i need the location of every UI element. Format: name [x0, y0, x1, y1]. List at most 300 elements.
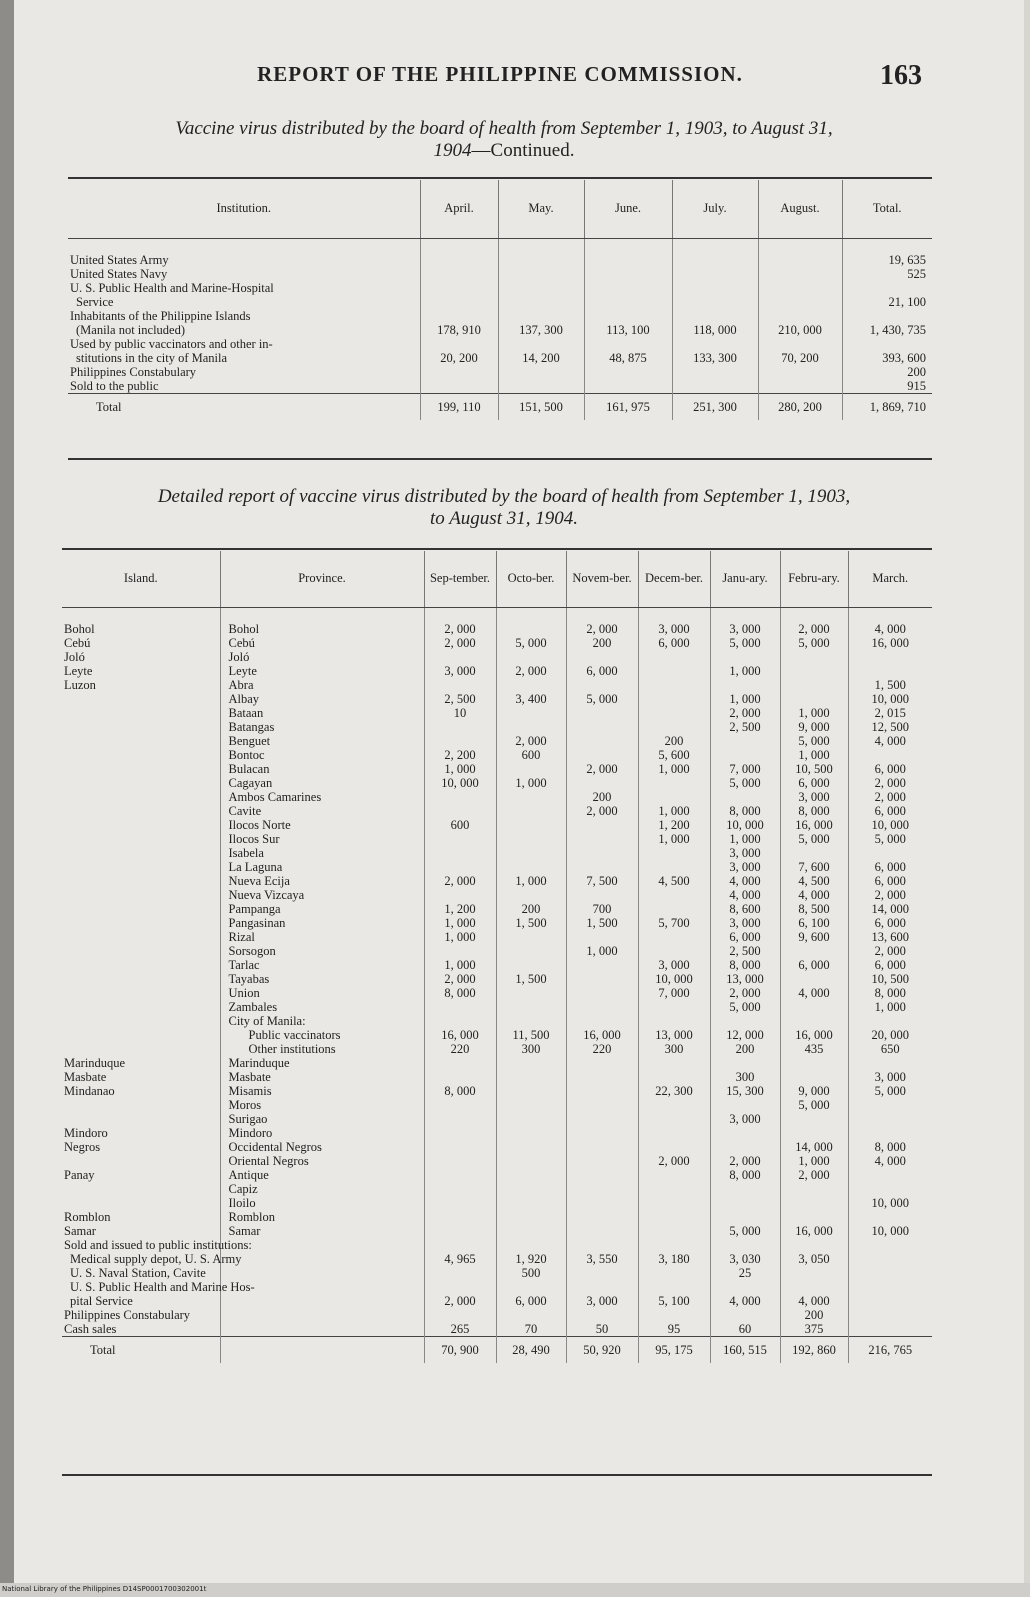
data-cell [848, 846, 932, 860]
row-label [220, 1252, 424, 1266]
row-label: Tarlac [220, 958, 424, 972]
row-label: Service [76, 294, 114, 309]
data-cell: 1, 000 [848, 1000, 932, 1014]
data-cell [584, 337, 672, 351]
data-cell: 16, 000 [848, 636, 932, 650]
table2-col-header: Province. [220, 551, 424, 607]
data-cell: 8, 000 [710, 1168, 780, 1182]
row-label: Occidental Negros [220, 1140, 424, 1154]
row-label [62, 1154, 220, 1168]
row-label: Nueva Vizcaya [220, 888, 424, 902]
data-cell: 650 [848, 1042, 932, 1056]
data-cell [566, 1224, 638, 1238]
data-cell: 6, 000 [848, 916, 932, 930]
data-cell: 2, 015 [848, 706, 932, 720]
data-cell: 200 [638, 734, 710, 748]
data-cell [566, 1182, 638, 1196]
data-cell: 3, 000 [710, 846, 780, 860]
table2-caption-line1: Detailed report of vaccine virus distributed by the board of health from September 1, 1903, [157, 486, 851, 507]
data-cell [566, 1084, 638, 1098]
data-cell [672, 253, 758, 267]
data-cell: 6, 000 [780, 958, 848, 972]
data-cell [780, 1070, 848, 1084]
data-cell [424, 1112, 496, 1126]
data-cell [496, 706, 566, 720]
table-row [68, 351, 932, 365]
data-cell [758, 253, 842, 267]
table-row [62, 1196, 932, 1210]
data-cell: 200 [566, 636, 638, 650]
data-cell [496, 1224, 566, 1238]
data-cell [566, 776, 638, 790]
table-row [68, 323, 932, 337]
data-cell [710, 1182, 780, 1196]
data-cell [498, 281, 584, 295]
row-label [62, 762, 220, 776]
data-cell [566, 1196, 638, 1210]
data-cell: 2, 000 [424, 636, 496, 650]
data-cell [566, 1210, 638, 1224]
data-cell: 8, 000 [710, 958, 780, 972]
table-row [62, 762, 932, 776]
table-row [62, 1224, 932, 1238]
total-cell: 251, 300 [672, 393, 758, 420]
data-cell: 3, 180 [638, 1252, 710, 1266]
data-cell: 6, 000 [566, 664, 638, 678]
spacer-cell [220, 607, 424, 622]
data-cell [584, 379, 672, 394]
row-label: Batangas [220, 720, 424, 734]
data-cell [848, 1252, 932, 1266]
spacer-cell [638, 607, 710, 622]
data-cell [566, 888, 638, 902]
data-cell [848, 1308, 932, 1322]
data-cell: 1, 000 [710, 832, 780, 846]
table-row [62, 1070, 932, 1084]
data-cell [496, 1210, 566, 1224]
row-label: Union [220, 986, 424, 1000]
data-cell: 113, 100 [584, 323, 672, 337]
table-row [68, 309, 932, 323]
data-cell: 2, 000 [710, 986, 780, 1000]
table2-col-header: March. [848, 551, 932, 607]
data-cell: 20, 000 [848, 1028, 932, 1042]
data-cell [496, 1196, 566, 1210]
data-cell [424, 888, 496, 902]
data-cell [638, 1140, 710, 1154]
data-cell [424, 846, 496, 860]
data-cell [638, 1168, 710, 1182]
data-cell: 10, 000 [710, 818, 780, 832]
table-row [68, 337, 932, 351]
data-cell: 6, 000 [848, 958, 932, 972]
table-row [62, 902, 932, 916]
table1-col-header: April. [420, 180, 498, 238]
data-cell [672, 267, 758, 281]
data-cell [496, 1308, 566, 1322]
data-cell [498, 253, 584, 267]
table-row [62, 1014, 932, 1028]
data-cell: 8, 000 [424, 1084, 496, 1098]
row-label: Marinduque [220, 1056, 424, 1070]
data-cell [780, 1280, 848, 1294]
data-cell: 1, 000 [780, 748, 848, 762]
table-row [62, 622, 932, 636]
data-cell: 500 [496, 1266, 566, 1280]
data-cell [424, 860, 496, 874]
data-cell [848, 1238, 932, 1252]
data-cell: 10, 500 [848, 972, 932, 986]
data-cell: 2, 500 [710, 720, 780, 734]
row-label: Antique [220, 1168, 424, 1182]
data-cell [758, 379, 842, 394]
data-cell [424, 734, 496, 748]
data-cell: 137, 300 [498, 323, 584, 337]
row-label: stitutions in the city of Manila [76, 350, 228, 365]
row-label [220, 1294, 424, 1308]
row-label: Philippines Constabulary [64, 1307, 191, 1322]
data-cell [566, 1266, 638, 1280]
data-cell [566, 1126, 638, 1140]
total-cell: 70, 900 [424, 1336, 496, 1363]
data-cell: 1, 000 [566, 944, 638, 958]
data-cell [420, 379, 498, 394]
table-row [62, 1098, 932, 1112]
data-cell [496, 1168, 566, 1182]
data-cell [496, 930, 566, 944]
data-cell: 1, 000 [496, 874, 566, 888]
data-cell [780, 1126, 848, 1140]
data-cell [780, 1182, 848, 1196]
data-cell [638, 1238, 710, 1252]
data-cell [638, 664, 710, 678]
row-label: Mindoro [220, 1126, 424, 1140]
spacer-cell [758, 238, 842, 253]
table1-caption-line1: Vaccine virus distributed by the board of health from September 1, 1903, to August 31, [175, 118, 833, 139]
data-cell: 60 [710, 1322, 780, 1337]
table-row [62, 1084, 932, 1098]
data-cell: 10, 000 [424, 776, 496, 790]
table2-col-header: Octo-ber. [496, 551, 566, 607]
data-cell: 200 [496, 902, 566, 916]
spacer-row [62, 607, 932, 622]
spacer-cell [780, 607, 848, 622]
data-cell [424, 1238, 496, 1252]
data-cell: 6, 000 [780, 776, 848, 790]
table1-col-header: August. [758, 180, 842, 238]
data-cell: 12, 000 [710, 1028, 780, 1042]
data-cell [496, 888, 566, 902]
data-cell: 1, 000 [424, 930, 496, 944]
row-label: La Laguna [220, 860, 424, 874]
data-cell [848, 748, 932, 762]
data-cell: 19, 635 [842, 253, 932, 267]
data-cell: 1, 000 [710, 664, 780, 678]
data-cell: 2, 000 [848, 776, 932, 790]
table-row [62, 706, 932, 720]
data-cell: 2, 500 [710, 944, 780, 958]
data-cell [848, 1014, 932, 1028]
data-cell: 700 [566, 902, 638, 916]
row-label: Other institutions [220, 1042, 424, 1056]
table-row [62, 1266, 932, 1280]
data-cell: 10, 000 [848, 818, 932, 832]
data-cell: 5, 000 [848, 832, 932, 846]
data-cell [566, 1280, 638, 1294]
row-label: Ilocos Sur [220, 832, 424, 846]
data-cell [842, 337, 932, 351]
data-cell [498, 267, 584, 281]
data-cell [710, 1140, 780, 1154]
table-row [62, 1308, 932, 1322]
data-cell [672, 365, 758, 379]
data-cell [758, 295, 842, 309]
data-cell: 2, 000 [424, 622, 496, 636]
total-cell: 1, 869, 710 [842, 393, 932, 420]
data-cell [496, 720, 566, 734]
row-label: Iloilo [220, 1196, 424, 1210]
data-cell: 915 [842, 379, 932, 394]
data-cell [638, 776, 710, 790]
data-cell: 8, 500 [780, 902, 848, 916]
row-label: Cavite [220, 804, 424, 818]
spacer-cell [62, 607, 220, 622]
data-cell [638, 1000, 710, 1014]
table-row [62, 1252, 932, 1266]
data-cell [710, 1238, 780, 1252]
data-cell [758, 309, 842, 323]
data-cell [566, 720, 638, 734]
table-row [62, 1210, 932, 1224]
table-row [62, 958, 932, 972]
data-cell [424, 1070, 496, 1084]
row-label: Oriental Negros [220, 1154, 424, 1168]
total-row [62, 1336, 932, 1363]
running-head: REPORT OF THE PHILIPPINE COMMISSION. [257, 62, 743, 86]
data-cell [496, 958, 566, 972]
spacer-row [68, 238, 932, 253]
data-cell: 5, 000 [566, 692, 638, 706]
data-cell [424, 1140, 496, 1154]
data-cell: 1, 000 [496, 776, 566, 790]
row-label: Cagayan [220, 776, 424, 790]
data-cell: 70, 200 [758, 351, 842, 365]
data-cell: 600 [424, 818, 496, 832]
library-footer: National Library of the Philippines D14SP0001700302001t [2, 1585, 207, 1593]
data-cell: 7, 000 [638, 986, 710, 1000]
row-label: Moros [220, 1098, 424, 1112]
total-cell: 161, 975 [584, 393, 672, 420]
row-label: Nueva Ecija [220, 874, 424, 888]
data-cell [424, 1308, 496, 1322]
data-cell [710, 1014, 780, 1028]
data-cell [496, 790, 566, 804]
row-label [220, 1322, 424, 1337]
data-cell [584, 253, 672, 267]
row-label: Cash sales [64, 1321, 117, 1336]
data-cell [710, 790, 780, 804]
data-cell [496, 650, 566, 664]
data-cell [424, 650, 496, 664]
table2-col-header: Decem-ber. [638, 551, 710, 607]
row-label: Public vaccinators [220, 1028, 424, 1042]
table1-col-header: Institution. [68, 180, 420, 238]
data-cell: 300 [638, 1042, 710, 1056]
data-cell: 48, 875 [584, 351, 672, 365]
data-cell [496, 1154, 566, 1168]
table2-col-header: Janu-ary. [710, 551, 780, 607]
data-cell: 3, 550 [566, 1252, 638, 1266]
data-cell: 6, 000 [848, 874, 932, 888]
data-cell [780, 678, 848, 692]
data-cell [848, 1266, 932, 1280]
table-row [62, 636, 932, 650]
table-row [62, 650, 932, 664]
data-cell [638, 650, 710, 664]
data-cell: 13, 000 [710, 972, 780, 986]
row-label: Rizal [220, 930, 424, 944]
data-cell: 1, 200 [638, 818, 710, 832]
data-cell: 5, 100 [638, 1294, 710, 1308]
data-cell: 2, 000 [848, 888, 932, 902]
table-row [62, 776, 932, 790]
page-number: 163 [880, 60, 922, 91]
total-cell: 151, 500 [498, 393, 584, 420]
data-cell: 265 [424, 1322, 496, 1337]
data-cell [584, 295, 672, 309]
data-cell [420, 365, 498, 379]
data-cell: 200 [780, 1308, 848, 1322]
table-row [62, 1168, 932, 1182]
table-row [62, 1140, 932, 1154]
row-label: Misamis [220, 1084, 424, 1098]
data-cell: 10, 000 [848, 1224, 932, 1238]
row-label [62, 748, 220, 762]
row-label [62, 776, 220, 790]
spacer-cell [68, 238, 420, 253]
data-cell: 1, 000 [424, 762, 496, 776]
data-cell: 12, 500 [848, 720, 932, 734]
data-cell: 16, 000 [780, 818, 848, 832]
data-cell [566, 748, 638, 762]
table2-col-header: Febru-ary. [780, 551, 848, 607]
data-cell [424, 1126, 496, 1140]
data-cell: 3, 000 [710, 622, 780, 636]
data-cell: 2, 000 [848, 944, 932, 958]
row-label [220, 1266, 424, 1280]
data-cell: 1, 500 [566, 916, 638, 930]
data-cell: 600 [496, 748, 566, 762]
data-cell: 8, 000 [424, 986, 496, 1000]
row-label: Cebú [220, 636, 424, 650]
data-cell: 4, 500 [780, 874, 848, 888]
spacer-cell [584, 238, 672, 253]
row-label: Cebú [64, 635, 91, 650]
data-cell: 16, 000 [424, 1028, 496, 1042]
data-cell: 5, 700 [638, 916, 710, 930]
data-cell: 5, 000 [780, 734, 848, 748]
data-cell [424, 1154, 496, 1168]
data-cell: 300 [710, 1070, 780, 1084]
data-cell [566, 1112, 638, 1126]
data-cell: 2, 000 [424, 1294, 496, 1308]
data-cell: 2, 000 [566, 762, 638, 776]
spacer-cell [566, 607, 638, 622]
data-cell: 1, 920 [496, 1252, 566, 1266]
spacer-cell [498, 238, 584, 253]
row-label [220, 1308, 424, 1322]
row-label [62, 1112, 220, 1126]
data-cell [496, 1084, 566, 1098]
table-row [62, 1112, 932, 1126]
data-cell: 5, 000 [780, 1098, 848, 1112]
row-label: United States Army [70, 252, 169, 267]
data-cell: 25 [710, 1266, 780, 1280]
data-cell [710, 650, 780, 664]
data-cell [710, 1210, 780, 1224]
data-cell: 9, 600 [780, 930, 848, 944]
row-label: Albay [220, 692, 424, 706]
data-cell [496, 1140, 566, 1154]
total-cell: 192, 860 [780, 1336, 848, 1363]
data-cell [780, 664, 848, 678]
data-cell [566, 1070, 638, 1084]
data-cell [710, 1056, 780, 1070]
row-label: Romblon [220, 1210, 424, 1224]
row-label: Inhabitants of the Philippine Islands [70, 308, 251, 323]
row-label [62, 692, 220, 706]
row-label [62, 818, 220, 832]
table-row [62, 678, 932, 692]
data-cell: 2, 000 [638, 1154, 710, 1168]
data-cell [638, 678, 710, 692]
data-cell: 133, 300 [672, 351, 758, 365]
data-cell [638, 1266, 710, 1280]
data-cell: 13, 600 [848, 930, 932, 944]
data-cell [848, 1056, 932, 1070]
data-cell [496, 944, 566, 958]
data-cell: 5, 000 [780, 636, 848, 650]
data-cell: 2, 000 [848, 790, 932, 804]
data-cell: 2, 000 [424, 972, 496, 986]
table2-caption [64, 486, 944, 530]
data-cell [424, 832, 496, 846]
data-cell: 10, 000 [848, 692, 932, 706]
data-cell [710, 1280, 780, 1294]
data-cell: 6, 000 [848, 762, 932, 776]
data-cell [424, 678, 496, 692]
data-cell: 16, 000 [780, 1224, 848, 1238]
table1-col-header: July. [672, 180, 758, 238]
data-cell: 1, 000 [638, 832, 710, 846]
data-cell: 22, 300 [638, 1084, 710, 1098]
data-cell: 2, 000 [780, 622, 848, 636]
table-row [68, 379, 932, 394]
row-label: Ambos Camarines [220, 790, 424, 804]
data-cell [496, 1182, 566, 1196]
table-row [62, 1028, 932, 1042]
table-row [68, 365, 932, 379]
row-label [62, 1042, 220, 1056]
page-edge-shadow [0, 0, 14, 1597]
data-cell: 6, 000 [638, 636, 710, 650]
data-cell [848, 1098, 932, 1112]
data-cell: 2, 000 [710, 706, 780, 720]
data-cell: 4, 000 [710, 888, 780, 902]
data-cell [566, 860, 638, 874]
data-cell: 20, 200 [420, 351, 498, 365]
data-cell [566, 930, 638, 944]
